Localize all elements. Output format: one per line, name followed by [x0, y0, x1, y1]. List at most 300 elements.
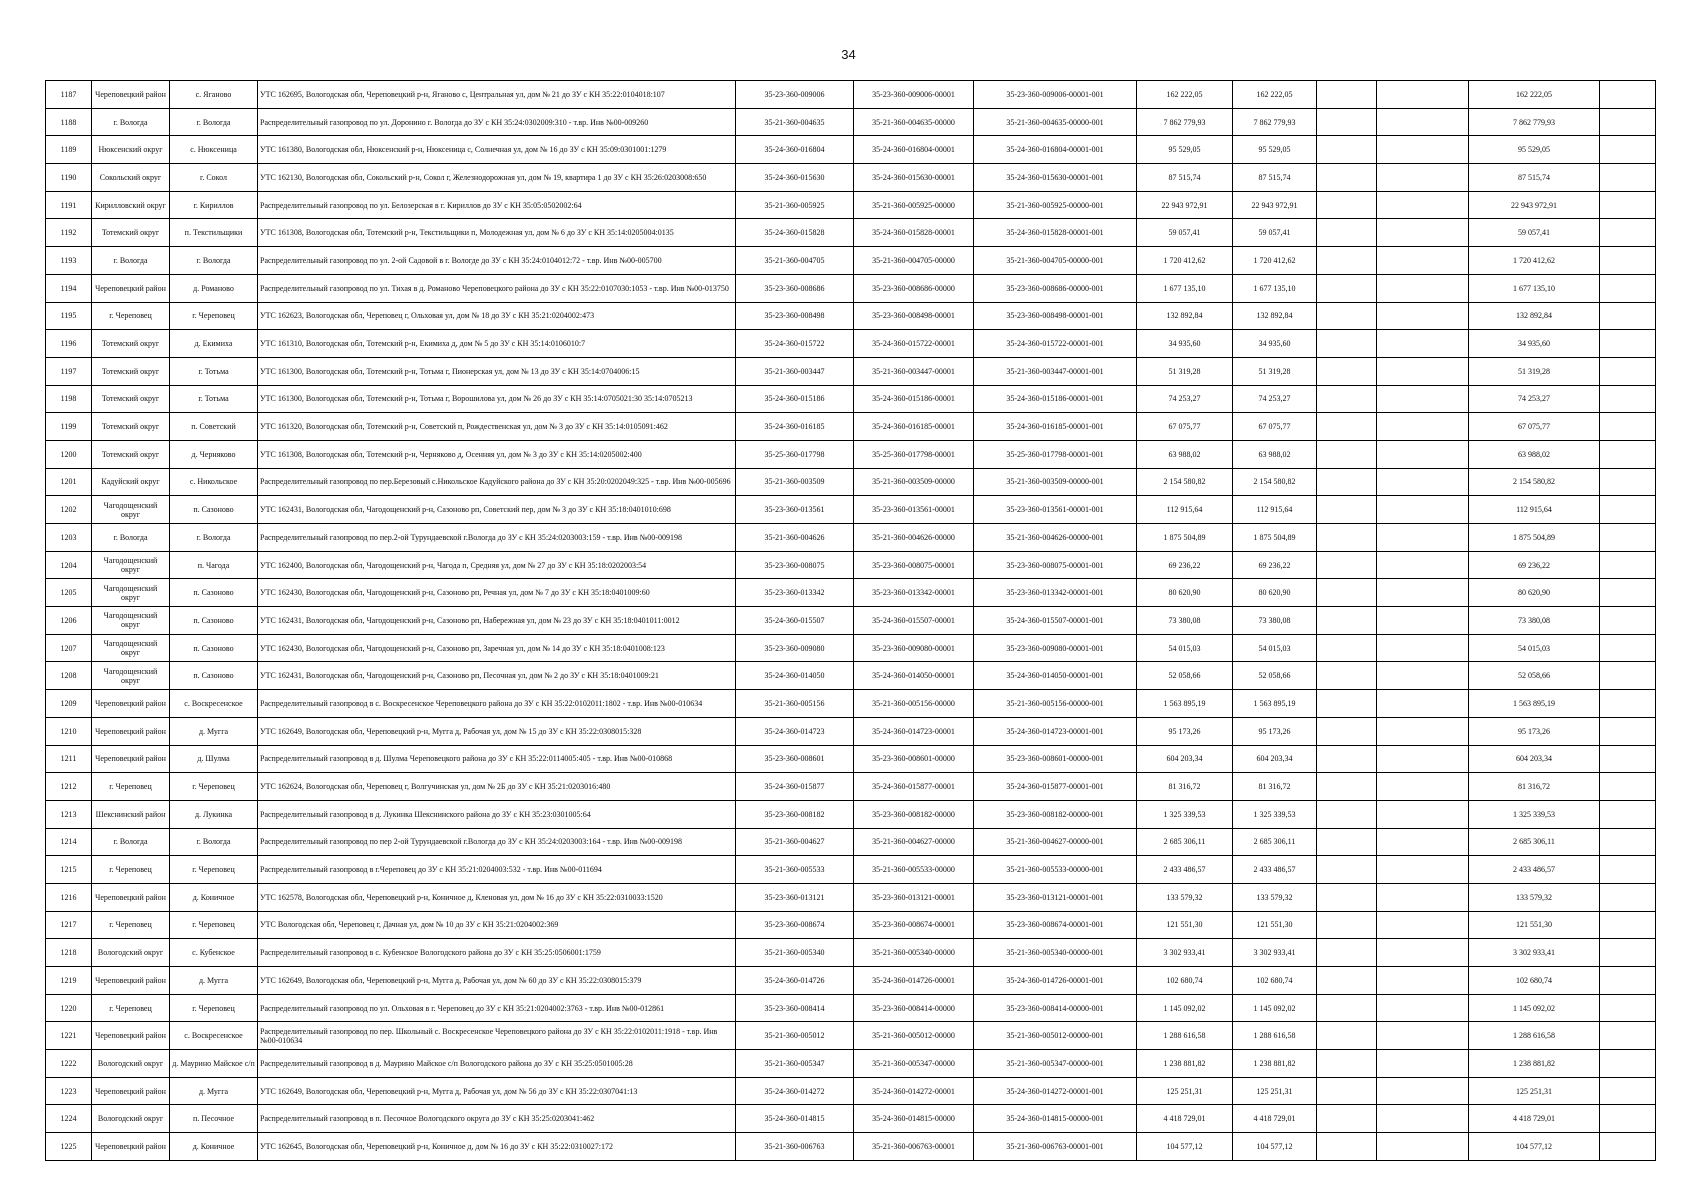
- locality-cell: г. Кириллов: [170, 191, 258, 219]
- sub-code-cell: 35-23-360-008075-00001: [854, 551, 974, 579]
- row-number-cell: 1215: [46, 856, 92, 884]
- table-row: [46, 994, 1656, 1022]
- object-description-cell: Распределительный газопровод в г.Череповец до ЗУ с КН 35:21:0204003:532 - т.вр. Инв №00-011694: [258, 856, 736, 884]
- locality-cell: г. Череповец: [170, 773, 258, 801]
- blank-cell: [1600, 579, 1656, 607]
- row-number-cell: 1194: [46, 274, 92, 302]
- object-description-cell: УТС 161308, Вологодская обл, Тотемский р-н, Черняково д, Осенняя ул, дом № 3 до ЗУ с КН 35:14:0205002:400: [258, 440, 736, 468]
- object-code-cell: 35-21-360-005925: [736, 191, 854, 219]
- blank-cell: [1377, 440, 1469, 468]
- table-row: [46, 191, 1656, 219]
- district-cell: г. Вологда: [92, 247, 170, 275]
- row-number-cell: 1201: [46, 468, 92, 496]
- object-code-cell: 35-21-360-004635: [736, 108, 854, 136]
- sub-code-cell: 35-24-360-015186-00001: [854, 385, 974, 413]
- residual-cost-cell: 74 253,27: [1233, 385, 1317, 413]
- table-row: [46, 413, 1656, 441]
- object-description-cell: УТС 162400, Вологодская обл, Чагодощенский р-н, Чагода п, Средняя ул, дом № 27 до ЗУ с КН 35:18:0202003:54: [258, 551, 736, 579]
- blank-cell: [1377, 219, 1469, 247]
- sub-code-cell: 35-23-360-008414-00000: [854, 994, 974, 1022]
- sub-code-cell: 35-24-360-016185-00001: [854, 413, 974, 441]
- object-description-cell: Распределительный газопровод в с. Воскресенское Череповецкого района до ЗУ с КН 35:22:0102011:1802 - т.вр. Инв №00-010634: [258, 690, 736, 718]
- object-description-cell: УТС 162623, Вологодская обл, Череповец г, Ольховая ул, дом № 18 до ЗУ с КН 35:21:0204002:473: [258, 302, 736, 330]
- residual-cost-cell: 67 075,77: [1233, 413, 1317, 441]
- locality-cell: г. Вологда: [170, 108, 258, 136]
- initial-cost-cell: 95 173,26: [1137, 717, 1233, 745]
- initial-cost-cell: 2 154 580,82: [1137, 468, 1233, 496]
- sub-code-cell: 35-23-360-013342-00001: [854, 579, 974, 607]
- blank-cell: [1600, 136, 1656, 164]
- object-code-cell: 35-24-360-014272: [736, 1077, 854, 1105]
- blank-cell: [1317, 247, 1377, 275]
- blank-cell: [1317, 330, 1377, 358]
- initial-cost-cell: 1 238 881,82: [1137, 1050, 1233, 1078]
- blank-cell: [1377, 274, 1469, 302]
- district-cell: Кирилловский округ: [92, 191, 170, 219]
- locality-cell: п. Чагода: [170, 551, 258, 579]
- locality-cell: с. Нюксеница: [170, 136, 258, 164]
- residual-cost-cell: 1 325 339,53: [1233, 800, 1317, 828]
- object-description-cell: УТС 162624, Вологодская обл, Череповец г, Волгучинская ул, дом № 2Б до ЗУ с КН 35:21:0203016:480: [258, 773, 736, 801]
- total-cost-cell: 112 915,64: [1469, 496, 1600, 524]
- blank-cell: [1317, 385, 1377, 413]
- blank-cell: [1377, 81, 1469, 109]
- locality-cell: г. Вологда: [170, 828, 258, 856]
- table-row: [46, 773, 1656, 801]
- table-row: [46, 690, 1656, 718]
- object-description-cell: Распределительный газопровод по пер.2-ой Турундаевской г.Вологда до ЗУ с КН 35:24:0203003:159 - т.вр. Инв №00-009198: [258, 524, 736, 552]
- blank-cell: [1600, 219, 1656, 247]
- inventory-code-cell: 35-23-360-008075-00001-001: [974, 551, 1137, 579]
- sub-code-cell: 35-21-360-005533-00000: [854, 856, 974, 884]
- district-cell: г. Череповец: [92, 911, 170, 939]
- blank-cell: [1317, 357, 1377, 385]
- object-description-cell: УТС 161310, Вологодская обл, Тотемский р-н, Екимиха д, дом № 5 до ЗУ с КН 35:14:0106010:7: [258, 330, 736, 358]
- inventory-code-cell: 35-21-360-003447-00001-001: [974, 357, 1137, 385]
- blank-cell: [1317, 496, 1377, 524]
- district-cell: Шекснинский район: [92, 800, 170, 828]
- initial-cost-cell: 104 577,12: [1137, 1133, 1233, 1161]
- blank-cell: [1600, 330, 1656, 358]
- locality-cell: г. Тотьма: [170, 357, 258, 385]
- sub-code-cell: 35-23-360-008601-00000: [854, 745, 974, 773]
- residual-cost-cell: 125 251,31: [1233, 1077, 1317, 1105]
- total-cost-cell: 3 302 933,41: [1469, 939, 1600, 967]
- locality-cell: с. Кубенское: [170, 939, 258, 967]
- object-code-cell: 35-23-360-013342: [736, 579, 854, 607]
- object-code-cell: 35-24-360-015630: [736, 164, 854, 192]
- residual-cost-cell: 54 015,03: [1233, 634, 1317, 662]
- object-description-cell: Распределительный газопровод в с. Кубенское Вологодского района до ЗУ с КН 35:25:0506001:1759: [258, 939, 736, 967]
- district-cell: Тотемский округ: [92, 219, 170, 247]
- district-cell: Чагодощенский округ: [92, 607, 170, 635]
- total-cost-cell: 4 418 729,01: [1469, 1105, 1600, 1133]
- district-cell: Чагодощенский округ: [92, 662, 170, 690]
- blank-cell: [1600, 164, 1656, 192]
- table-row: [46, 81, 1656, 109]
- blank-cell: [1377, 662, 1469, 690]
- blank-cell: [1317, 468, 1377, 496]
- locality-cell: д. Мугга: [170, 717, 258, 745]
- initial-cost-cell: 2 685 306,11: [1137, 828, 1233, 856]
- total-cost-cell: 69 236,22: [1469, 551, 1600, 579]
- blank-cell: [1317, 856, 1377, 884]
- table-row: [46, 274, 1656, 302]
- district-cell: Тотемский округ: [92, 385, 170, 413]
- blank-cell: [1600, 607, 1656, 635]
- blank-cell: [1377, 247, 1469, 275]
- blank-cell: [1377, 1133, 1469, 1161]
- residual-cost-cell: 121 551,30: [1233, 911, 1317, 939]
- row-number-cell: 1207: [46, 634, 92, 662]
- inventory-code-cell: 35-23-360-008182-00000-001: [974, 800, 1137, 828]
- sub-code-cell: 35-23-360-009006-00001: [854, 81, 974, 109]
- object-description-cell: УТС 161308, Вологодская обл, Тотемский р-н, Текстильщики п, Молодежная ул, дом № 6 до ЗУ с КН 35:14:0205004:0135: [258, 219, 736, 247]
- table-row: [46, 330, 1656, 358]
- table-row: [46, 302, 1656, 330]
- object-code-cell: 35-23-360-009006: [736, 81, 854, 109]
- page-number: 34: [841, 47, 856, 62]
- blank-cell: [1377, 939, 1469, 967]
- row-number-cell: 1206: [46, 607, 92, 635]
- locality-cell: п. Сазоново: [170, 662, 258, 690]
- blank-cell: [1600, 302, 1656, 330]
- table-row: [46, 440, 1656, 468]
- locality-cell: г. Череповец: [170, 994, 258, 1022]
- blank-cell: [1600, 468, 1656, 496]
- district-cell: Череповецкий район: [92, 883, 170, 911]
- initial-cost-cell: 132 892,84: [1137, 302, 1233, 330]
- row-number-cell: 1196: [46, 330, 92, 358]
- district-cell: Череповецкий район: [92, 717, 170, 745]
- initial-cost-cell: 1 677 135,10: [1137, 274, 1233, 302]
- table-row: [46, 634, 1656, 662]
- blank-cell: [1377, 883, 1469, 911]
- inventory-code-cell: 35-21-360-004626-00000-001: [974, 524, 1137, 552]
- blank-cell: [1317, 800, 1377, 828]
- residual-cost-cell: 1 875 504,89: [1233, 524, 1317, 552]
- table-row: [46, 1022, 1656, 1050]
- blank-cell: [1600, 1022, 1656, 1050]
- residual-cost-cell: 63 988,02: [1233, 440, 1317, 468]
- object-description-cell: Распределительный газопровод в п. Песочное Вологодского округа до ЗУ с КН 35:25:0203041:462: [258, 1105, 736, 1133]
- locality-cell: п. Песочное: [170, 1105, 258, 1133]
- total-cost-cell: 80 620,90: [1469, 579, 1600, 607]
- blank-cell: [1600, 1105, 1656, 1133]
- blank-cell: [1600, 247, 1656, 275]
- sub-code-cell: 35-25-360-017798-00001: [854, 440, 974, 468]
- table-row: [46, 1050, 1656, 1078]
- locality-cell: д. Шулма: [170, 745, 258, 773]
- total-cost-cell: 1 875 504,89: [1469, 524, 1600, 552]
- object-code-cell: 35-23-360-013561: [736, 496, 854, 524]
- initial-cost-cell: 80 620,90: [1137, 579, 1233, 607]
- blank-cell: [1317, 1105, 1377, 1133]
- total-cost-cell: 73 380,08: [1469, 607, 1600, 635]
- table-row: [46, 385, 1656, 413]
- blank-cell: [1600, 108, 1656, 136]
- row-number-cell: 1208: [46, 662, 92, 690]
- row-number-cell: 1199: [46, 413, 92, 441]
- table-row: [46, 967, 1656, 995]
- inventory-code-cell: 35-21-360-006763-00001-001: [974, 1133, 1137, 1161]
- table-row: [46, 1105, 1656, 1133]
- total-cost-cell: 125 251,31: [1469, 1077, 1600, 1105]
- blank-cell: [1377, 385, 1469, 413]
- initial-cost-cell: 121 551,30: [1137, 911, 1233, 939]
- blank-cell: [1377, 524, 1469, 552]
- initial-cost-cell: 34 935,60: [1137, 330, 1233, 358]
- row-number-cell: 1222: [46, 1050, 92, 1078]
- object-code-cell: 35-23-360-008674: [736, 911, 854, 939]
- locality-cell: п. Сазоново: [170, 496, 258, 524]
- total-cost-cell: 2 154 580,82: [1469, 468, 1600, 496]
- residual-cost-cell: 1 145 092,02: [1233, 994, 1317, 1022]
- blank-cell: [1317, 302, 1377, 330]
- locality-cell: п. Сазоново: [170, 607, 258, 635]
- initial-cost-cell: 81 316,72: [1137, 773, 1233, 801]
- table-row: [46, 856, 1656, 884]
- residual-cost-cell: 1 238 881,82: [1233, 1050, 1317, 1078]
- district-cell: Череповецкий район: [92, 745, 170, 773]
- object-code-cell: 35-21-360-006763: [736, 1133, 854, 1161]
- object-code-cell: 35-23-360-009080: [736, 634, 854, 662]
- total-cost-cell: 87 515,74: [1469, 164, 1600, 192]
- locality-cell: г. Череповец: [170, 911, 258, 939]
- row-number-cell: 1203: [46, 524, 92, 552]
- object-code-cell: 35-24-360-014726: [736, 967, 854, 995]
- table-row: [46, 164, 1656, 192]
- district-cell: Чагодощенский округ: [92, 579, 170, 607]
- total-cost-cell: 1 563 895,19: [1469, 690, 1600, 718]
- blank-cell: [1600, 745, 1656, 773]
- blank-cell: [1377, 413, 1469, 441]
- initial-cost-cell: 125 251,31: [1137, 1077, 1233, 1105]
- initial-cost-cell: 1 325 339,53: [1137, 800, 1233, 828]
- blank-cell: [1600, 440, 1656, 468]
- inventory-code-cell: 35-21-360-005533-00000-001: [974, 856, 1137, 884]
- residual-cost-cell: 132 892,84: [1233, 302, 1317, 330]
- sub-code-cell: 35-24-360-016804-00001: [854, 136, 974, 164]
- blank-cell: [1377, 690, 1469, 718]
- row-number-cell: 1220: [46, 994, 92, 1022]
- row-number-cell: 1192: [46, 219, 92, 247]
- row-number-cell: 1191: [46, 191, 92, 219]
- blank-cell: [1317, 1133, 1377, 1161]
- sub-code-cell: 35-21-360-005347-00000: [854, 1050, 974, 1078]
- blank-cell: [1317, 1077, 1377, 1105]
- district-cell: Тотемский округ: [92, 357, 170, 385]
- locality-cell: г. Вологда: [170, 524, 258, 552]
- district-cell: Чагодощенский округ: [92, 496, 170, 524]
- inventory-code-cell: 35-23-360-013561-00001-001: [974, 496, 1137, 524]
- blank-cell: [1377, 579, 1469, 607]
- object-code-cell: 35-21-360-005156: [736, 690, 854, 718]
- row-number-cell: 1225: [46, 1133, 92, 1161]
- locality-cell: д. Романово: [170, 274, 258, 302]
- object-code-cell: 35-21-360-003509: [736, 468, 854, 496]
- table-row: [46, 717, 1656, 745]
- sub-code-cell: 35-24-360-014723-00001: [854, 717, 974, 745]
- district-cell: Тотемский округ: [92, 330, 170, 358]
- inventory-code-cell: 35-21-360-005012-00000-001: [974, 1022, 1137, 1050]
- locality-cell: д. Маурино Майское с/п: [170, 1050, 258, 1078]
- inventory-code-cell: 35-21-360-004627-00000-001: [974, 828, 1137, 856]
- inventory-code-cell: 35-23-360-008686-00000-001: [974, 274, 1137, 302]
- locality-cell: с. Воскресенское: [170, 1022, 258, 1050]
- district-cell: Череповецкий район: [92, 690, 170, 718]
- initial-cost-cell: 604 203,34: [1137, 745, 1233, 773]
- blank-cell: [1600, 800, 1656, 828]
- blank-cell: [1377, 607, 1469, 635]
- initial-cost-cell: 54 015,03: [1137, 634, 1233, 662]
- blank-cell: [1600, 994, 1656, 1022]
- total-cost-cell: 54 015,03: [1469, 634, 1600, 662]
- table-row: [46, 911, 1656, 939]
- row-number-cell: 1209: [46, 690, 92, 718]
- inventory-code-cell: 35-23-360-008674-00001-001: [974, 911, 1137, 939]
- residual-cost-cell: 3 302 933,41: [1233, 939, 1317, 967]
- inventory-code-cell: 35-24-360-015877-00001-001: [974, 773, 1137, 801]
- row-number-cell: 1197: [46, 357, 92, 385]
- blank-cell: [1600, 551, 1656, 579]
- district-cell: г. Вологда: [92, 108, 170, 136]
- inventory-code-cell: 35-24-360-015630-00001-001: [974, 164, 1137, 192]
- blank-cell: [1317, 191, 1377, 219]
- inventory-code-cell: 35-21-360-003509-00000-001: [974, 468, 1137, 496]
- row-number-cell: 1212: [46, 773, 92, 801]
- row-number-cell: 1188: [46, 108, 92, 136]
- inventory-code-cell: 35-23-360-009080-00001-001: [974, 634, 1137, 662]
- residual-cost-cell: 81 316,72: [1233, 773, 1317, 801]
- inventory-code-cell: 35-24-360-015722-00001-001: [974, 330, 1137, 358]
- blank-cell: [1600, 634, 1656, 662]
- row-number-cell: 1189: [46, 136, 92, 164]
- initial-cost-cell: 1 563 895,19: [1137, 690, 1233, 718]
- object-code-cell: 35-23-360-013121: [736, 883, 854, 911]
- residual-cost-cell: 4 418 729,01: [1233, 1105, 1317, 1133]
- object-description-cell: УТС 162649, Вологодская обл, Череповецкий р-н, Мугга д, Рабочая ул, дом № 56 до ЗУ с КН 35:22:0307041:13: [258, 1077, 736, 1105]
- object-description-cell: УТС 162430, Вологодская обл, Чагодощенский р-н, Сазоново рп, Речная ул, дом № 7 до ЗУ с КН 35:18:0401009:60: [258, 579, 736, 607]
- blank-cell: [1600, 662, 1656, 690]
- row-number-cell: 1219: [46, 967, 92, 995]
- blank-cell: [1377, 1077, 1469, 1105]
- blank-cell: [1317, 911, 1377, 939]
- sub-code-cell: 35-21-360-003509-00000: [854, 468, 974, 496]
- residual-cost-cell: 133 579,32: [1233, 883, 1317, 911]
- object-code-cell: 35-23-360-008601: [736, 745, 854, 773]
- table-row: [46, 607, 1656, 635]
- table-row: [46, 828, 1656, 856]
- object-description-cell: УТС 162649, Вологодская обл, Череповецкий р-н, Мугга д, Рабочая ул, дом № 60 до ЗУ с КН 35:22:0308015:379: [258, 967, 736, 995]
- sub-code-cell: 35-23-360-008182-00000: [854, 800, 974, 828]
- blank-cell: [1377, 856, 1469, 884]
- row-number-cell: 1190: [46, 164, 92, 192]
- locality-cell: г. Сокол: [170, 164, 258, 192]
- total-cost-cell: 162 222,05: [1469, 81, 1600, 109]
- locality-cell: д. Черняково: [170, 440, 258, 468]
- district-cell: Череповецкий район: [92, 1077, 170, 1105]
- residual-cost-cell: 604 203,34: [1233, 745, 1317, 773]
- inventory-code-cell: 35-21-360-004705-00000-001: [974, 247, 1137, 275]
- table-row: [46, 496, 1656, 524]
- inventory-code-cell: 35-23-360-008601-00000-001: [974, 745, 1137, 773]
- residual-cost-cell: 34 935,60: [1233, 330, 1317, 358]
- district-cell: Нюксенский округ: [92, 136, 170, 164]
- row-number-cell: 1210: [46, 717, 92, 745]
- district-cell: г. Вологда: [92, 524, 170, 552]
- inventory-code-cell: 35-24-360-014726-00001-001: [974, 967, 1137, 995]
- initial-cost-cell: 102 680,74: [1137, 967, 1233, 995]
- blank-cell: [1377, 773, 1469, 801]
- object-code-cell: 35-21-360-005012: [736, 1022, 854, 1050]
- residual-cost-cell: 2 433 486,57: [1233, 856, 1317, 884]
- table-row: [46, 247, 1656, 275]
- district-cell: г. Вологда: [92, 828, 170, 856]
- blank-cell: [1600, 1077, 1656, 1105]
- total-cost-cell: 604 203,34: [1469, 745, 1600, 773]
- total-cost-cell: 2 685 306,11: [1469, 828, 1600, 856]
- residual-cost-cell: 52 058,66: [1233, 662, 1317, 690]
- residual-cost-cell: 1 720 412,62: [1233, 247, 1317, 275]
- blank-cell: [1317, 440, 1377, 468]
- object-description-cell: Распределительный газопровод в д. Маурино Майское с/п Вологодского района до ЗУ с КН 35:25:0501005:28: [258, 1050, 736, 1078]
- locality-cell: п. Советский: [170, 413, 258, 441]
- initial-cost-cell: 74 253,27: [1137, 385, 1233, 413]
- blank-cell: [1317, 551, 1377, 579]
- row-number-cell: 1217: [46, 911, 92, 939]
- row-number-cell: 1221: [46, 1022, 92, 1050]
- inventory-code-cell: 35-25-360-017798-00001-001: [974, 440, 1137, 468]
- object-code-cell: 35-21-360-004627: [736, 828, 854, 856]
- inventory-code-cell: 35-21-360-005925-00000-001: [974, 191, 1137, 219]
- object-code-cell: 35-25-360-017798: [736, 440, 854, 468]
- total-cost-cell: 74 253,27: [1469, 385, 1600, 413]
- total-cost-cell: 1 325 339,53: [1469, 800, 1600, 828]
- locality-cell: г. Череповец: [170, 856, 258, 884]
- blank-cell: [1317, 136, 1377, 164]
- sub-code-cell: 35-23-360-008686-00000: [854, 274, 974, 302]
- initial-cost-cell: 133 579,32: [1137, 883, 1233, 911]
- object-description-cell: УТС 162645, Вологодская обл, Череповецкий р-н, Коничное д, дом № 16 до ЗУ с КН 35:22:0310027:172: [258, 1133, 736, 1161]
- blank-cell: [1377, 496, 1469, 524]
- sub-code-cell: 35-23-360-009080-00001: [854, 634, 974, 662]
- residual-cost-cell: 95 529,05: [1233, 136, 1317, 164]
- blank-cell: [1377, 911, 1469, 939]
- sub-code-cell: 35-21-360-004627-00000: [854, 828, 974, 856]
- total-cost-cell: 2 433 486,57: [1469, 856, 1600, 884]
- object-description-cell: УТС 161300, Вологодская обл, Тотемский р-н, Тотьма г, Пионерская ул, дом № 13 до ЗУ с КН 35:14:0704006:15: [258, 357, 736, 385]
- object-code-cell: 35-24-360-014815: [736, 1105, 854, 1133]
- district-cell: Вологодский округ: [92, 1050, 170, 1078]
- object-description-cell: Распределительный газопровод по пер.Березовый с.Никольское Кадуйского района до ЗУ с КН 35:20:0202049:325 - т.вр. Инв №00-005696: [258, 468, 736, 496]
- residual-cost-cell: 1 677 135,10: [1233, 274, 1317, 302]
- object-code-cell: 35-23-360-008498: [736, 302, 854, 330]
- locality-cell: с. Яганово: [170, 81, 258, 109]
- object-description-cell: УТС 162431, Вологодская обл, Чагодощенский р-н, Сазоново рп, Набережная ул, дом № 23 до ЗУ с КН 35:18:0401011:0012: [258, 607, 736, 635]
- sub-code-cell: 35-21-360-005340-00000: [854, 939, 974, 967]
- total-cost-cell: 95 529,05: [1469, 136, 1600, 164]
- residual-cost-cell: 73 380,08: [1233, 607, 1317, 635]
- residual-cost-cell: 2 154 580,82: [1233, 468, 1317, 496]
- inventory-code-cell: 35-24-360-016185-00001-001: [974, 413, 1137, 441]
- blank-cell: [1317, 883, 1377, 911]
- sub-code-cell: 35-23-360-008674-00001: [854, 911, 974, 939]
- blank-cell: [1600, 357, 1656, 385]
- total-cost-cell: 1 238 881,82: [1469, 1050, 1600, 1078]
- blank-cell: [1600, 856, 1656, 884]
- blank-cell: [1317, 994, 1377, 1022]
